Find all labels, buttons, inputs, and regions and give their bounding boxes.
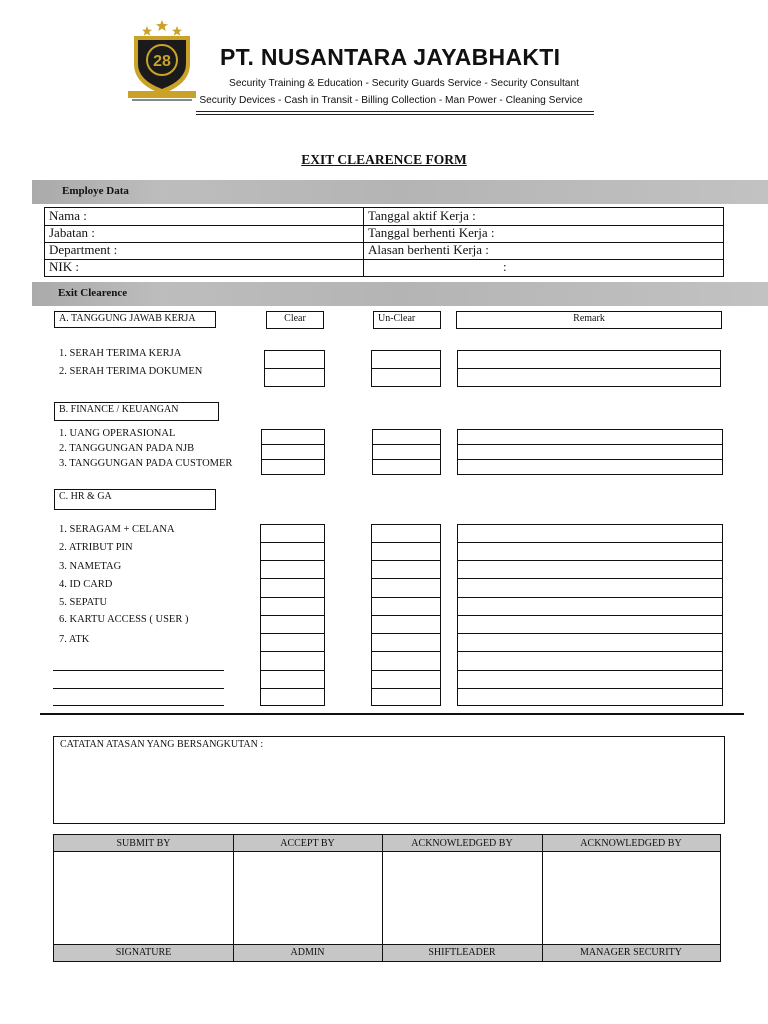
- grid-row-divider: [457, 633, 723, 634]
- item-nametag: 3. NAMETAG: [59, 561, 122, 572]
- field-department[interactable]: Department :: [49, 242, 118, 257]
- unclear-box-b[interactable]: [372, 429, 441, 475]
- blank-item-line[interactable]: [53, 670, 224, 671]
- header-rule: [196, 114, 594, 115]
- grid-row-divider: [371, 542, 441, 543]
- item-serah-terima-dokumen: 2. SERAH TERIMA DOKUMEN: [59, 366, 203, 377]
- employee-data-title: Employe Data: [62, 185, 129, 197]
- group-c-title: C. HR & GA: [54, 489, 216, 510]
- item-serah-terima-kerja: 1. SERAH TERIMA KERJA: [59, 348, 182, 359]
- item-uang-operasional: 1. UANG OPERASIONAL: [59, 428, 176, 439]
- grid-row-divider: [457, 615, 723, 616]
- item-atribut-pin: 2. ATRIBUT PIN: [59, 542, 133, 553]
- field-tanggal-berhenti[interactable]: Tanggal berhenti Kerja :: [368, 225, 495, 240]
- exit-clearence-title: Exit Clearence: [58, 287, 128, 299]
- item-sepatu: 5. SEPATU: [59, 597, 108, 608]
- grid-row-divider: [371, 578, 441, 579]
- grid-row-divider: [457, 597, 723, 598]
- grid-row-divider: [260, 651, 325, 652]
- blank-item-line[interactable]: [53, 705, 224, 706]
- item-seragam-celana: 1. SERAGAM + CELANA: [59, 524, 175, 535]
- grid-row-divider: [260, 542, 325, 543]
- group-b-title: B. FINANCE / KEUANGAN: [54, 402, 219, 421]
- company-name: PT. NUSANTARA JAYABHAKTI: [220, 44, 561, 70]
- signature-footer: SIGNATURE: [115, 947, 172, 958]
- field-nama[interactable]: Nama :: [49, 208, 87, 223]
- grid-row-divider: [457, 578, 723, 579]
- item-tanggungan-customer: 3. TANGGUNGAN PADA CUSTOMER: [59, 458, 233, 469]
- grid-row-divider: [457, 670, 723, 671]
- acknowledged-by-header-2: ACKNOWLEDGED BY: [580, 838, 682, 849]
- supervisor-notes-box[interactable]: [53, 736, 725, 824]
- grid-row-divider: [457, 688, 723, 689]
- field-jabatan[interactable]: Jabatan :: [49, 225, 95, 240]
- unclear-column-header: Un-Clear: [373, 311, 441, 329]
- grid-row-divider: [260, 560, 325, 561]
- grid-row-divider: [260, 688, 325, 689]
- grid-row-divider: [457, 542, 723, 543]
- remark-column-header: Remark: [456, 311, 722, 329]
- admin-footer: ADMIN: [290, 947, 325, 958]
- clear-column-header: Clear: [266, 311, 324, 329]
- manager-security-footer: MANAGER SECURITY: [580, 947, 682, 958]
- grid-row-divider: [260, 670, 325, 671]
- item-tanggungan-njb: 2. TANGGUNGAN PADA NJB: [59, 443, 195, 454]
- services-line-2: Security Devices - Cash in Transit - Billing Collection - Man Power - Cleaning Service: [199, 95, 583, 106]
- form-title: EXIT CLEARENCE FORM: [301, 152, 467, 167]
- exit-clearence-bar: [32, 282, 768, 306]
- grid-row-divider: [457, 651, 723, 652]
- accept-by-header: ACCEPT BY: [280, 838, 335, 849]
- remark-box-b[interactable]: [457, 429, 723, 475]
- group-a-title: A. TANGGUNG JAWAB KERJA: [54, 311, 216, 328]
- employee-data-bar: [32, 180, 768, 204]
- field-nik[interactable]: NIK :: [49, 259, 79, 274]
- grid-row-divider: [371, 688, 441, 689]
- submit-by-header: SUBMIT BY: [116, 838, 171, 849]
- signature-cell-submit[interactable]: [54, 853, 233, 944]
- grid-row-divider: [371, 560, 441, 561]
- field-alasan-berhenti[interactable]: Alasan berhenti Kerja :: [368, 242, 489, 257]
- supervisor-notes-label: CATATAN ATASAN YANG BERSANGKUTAN :: [60, 739, 264, 750]
- star-icon: [142, 20, 182, 36]
- grid-row-divider: [371, 670, 441, 671]
- signature-cell-ack-2[interactable]: [543, 853, 720, 944]
- header-rule: [196, 111, 594, 112]
- employee-data-grid: [44, 207, 724, 277]
- field-extra[interactable]: :: [503, 259, 507, 274]
- grid-row-divider: [260, 615, 325, 616]
- company-logo: [128, 18, 196, 108]
- grid-row-divider: [260, 633, 325, 634]
- signature-cell-accept[interactable]: [234, 853, 382, 944]
- clear-box-b[interactable]: [261, 429, 325, 475]
- grid-row-divider: [371, 651, 441, 652]
- grid-row-divider: [260, 597, 325, 598]
- shiftleader-footer: SHIFTLEADER: [428, 947, 496, 958]
- grid-row-divider: [371, 597, 441, 598]
- item-id-card: 4. ID CARD: [59, 579, 113, 590]
- acknowledged-by-header-1: ACKNOWLEDGED BY: [411, 838, 513, 849]
- services-line-1: Security Training & Education - Security Guards Service - Security Consultant: [229, 78, 579, 89]
- item-atk: 7. ATK: [59, 634, 90, 645]
- signature-cell-ack-1[interactable]: [383, 853, 542, 944]
- logo-number: 28: [153, 53, 171, 70]
- grid-row-divider: [457, 560, 723, 561]
- grid-row-divider: [371, 615, 441, 616]
- item-kartu-access: 6. KARTU ACCESS ( USER ): [59, 614, 189, 625]
- signature-table: [53, 834, 721, 962]
- blank-item-line[interactable]: [53, 688, 224, 689]
- field-tanggal-aktif[interactable]: Tanggal aktif Kerja :: [368, 208, 476, 223]
- grid-row-divider: [260, 578, 325, 579]
- section-divider: [40, 713, 744, 715]
- grid-row-divider: [371, 633, 441, 634]
